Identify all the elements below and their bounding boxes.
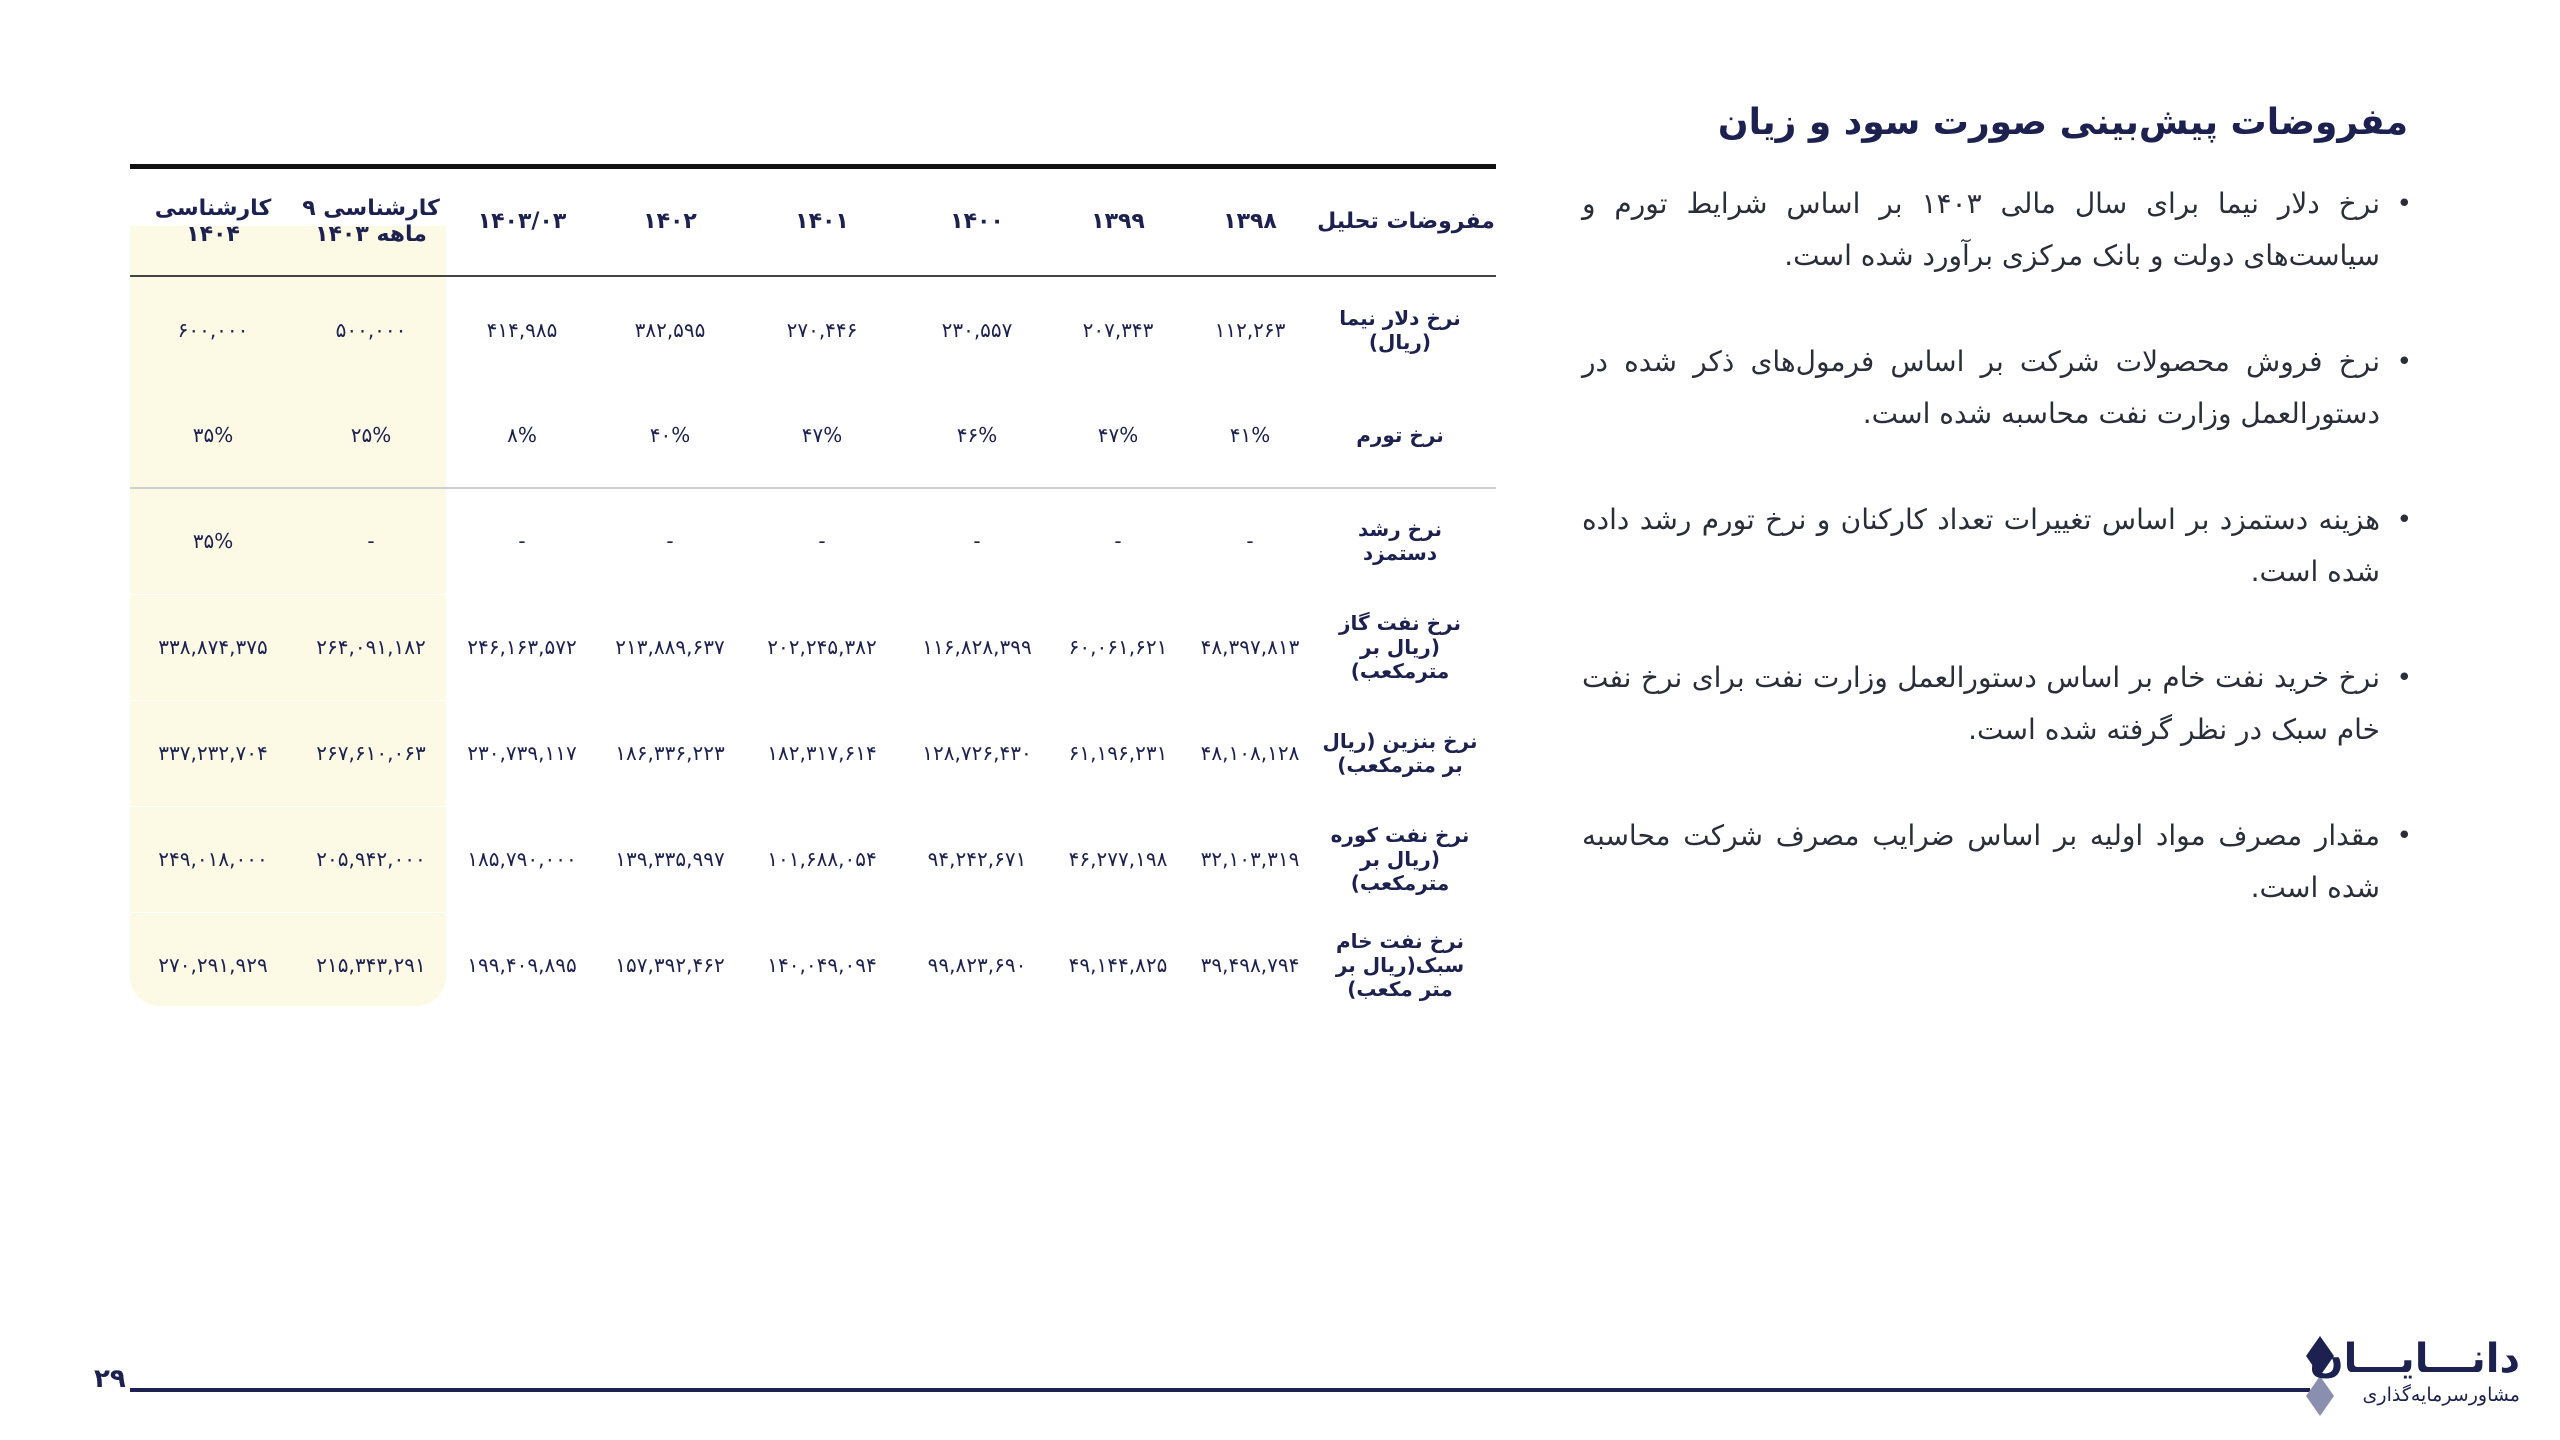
table-cell: ۴۱۴,۹۸۵ — [486, 317, 558, 342]
table-cell: ۱۸۲,۳۱۷,۶۱۴ — [742, 700, 902, 806]
table-cell: ۴۸,۱۰۸,۱۲۸ — [1184, 700, 1316, 806]
table-cell: ۴۸,۳۹۷,۸۱۳ — [1184, 594, 1316, 700]
footer-rule — [130, 1388, 2310, 1392]
table-row — [130, 488, 1496, 594]
table-cell: - — [598, 488, 742, 594]
logo-name: دانـــایـــان — [2309, 1336, 2520, 1382]
table-cell: ۱۲۸,۷۲۶,۴۳۰ — [902, 700, 1052, 806]
table-cell: ۲۳۰,۵۵۷ — [941, 317, 1013, 342]
table-cell: ۴۰% — [598, 382, 742, 488]
table-cell: ۳۹,۴۹۸,۷۹۴ — [1200, 953, 1300, 978]
row-label: نرخ نفت خام سبک(ریال بر متر مکعب) — [1335, 929, 1465, 1002]
assumptions-table-container — [130, 164, 1496, 1024]
table-cell: ۶۱,۱۹۶,۲۳۱ — [1052, 700, 1184, 806]
table-cell: ۱۸۶,۳۳۶,۲۲۳ — [598, 700, 742, 806]
table-row — [130, 700, 1496, 806]
table-cell: ۲۰۷,۳۴۳ — [1082, 317, 1154, 342]
table-cell: - — [296, 488, 446, 594]
logo-subtitle: مشاورسرمایه‌گذاری — [2362, 1384, 2520, 1406]
row-label: نرخ بنزین (ریال بر مترمکعب) — [1316, 700, 1496, 806]
table-cell: ۲۳۰,۷۳۹,۱۱۷ — [446, 700, 598, 806]
table-cell: - — [1052, 488, 1184, 594]
header-cell: کارشناسی ۹ ماهه ۱۴۰۳ — [296, 169, 446, 276]
row-label: نرخ نفت گاز (ریال بر مترمکعب) — [1316, 594, 1496, 700]
table-cell: ۳۲,۱۰۳,۳۱۹ — [1184, 806, 1316, 912]
header-cell: ۱۴۰۰ — [902, 169, 1052, 276]
header-cell: کارشناسی ۱۴۰۴ — [130, 169, 296, 276]
table-cell: ۲۱۵,۳۴۳,۲۹۱ — [316, 953, 426, 978]
table-row — [130, 382, 1496, 488]
table-cell: ۳۸۲,۵۹۵ — [634, 317, 706, 342]
table-cell: ۱۴۰,۰۴۹,۰۹۴ — [767, 953, 877, 978]
header-cell: ۱۳۹۹ — [1052, 169, 1184, 276]
table-cell: ۱۱۲,۲۶۳ — [1214, 317, 1286, 342]
bullet-item: • مقدار مصرف مواد اولیه بر اساس ضرایب مصرف شرکت محاسبه شده است. — [1582, 810, 2412, 914]
table-cell: - — [446, 488, 598, 594]
table-cell: ۲۴۹,۰۱۸,۰۰۰ — [130, 806, 296, 912]
table-cell: ۹۹,۸۲۳,۶۹۰ — [927, 953, 1027, 978]
table-cell: ۹۴,۲۴۲,۶۷۱ — [902, 806, 1052, 912]
table-cell: ۵۰۰,۰۰۰ — [335, 317, 407, 342]
table-cell: ۴۶,۲۷۷,۱۹۸ — [1052, 806, 1184, 912]
table-cell: ۴۷% — [1052, 382, 1184, 488]
header-cell: ۱۴۰۱ — [742, 169, 902, 276]
table-cell: - — [902, 488, 1052, 594]
header-cell: ۱۴۰۲ — [598, 169, 742, 276]
table-cell: ۱۹۹,۴۰۹,۸۹۵ — [467, 953, 577, 978]
table-cell: ۲۵% — [296, 382, 446, 488]
row-label: نرخ رشد دستمزد — [1316, 488, 1496, 594]
table-cell: ۴۱% — [1184, 382, 1316, 488]
header-cell: ۱۴۰۳/۰۳ — [446, 169, 598, 276]
header-cell: مفروضات تحلیل — [1316, 169, 1496, 276]
table-cell: ۴۶% — [902, 382, 1052, 488]
page-title: مفروضات پیش‌بینی صورت سود و زیان — [1717, 102, 2408, 143]
table-row — [130, 806, 1496, 912]
table-cell: ۸% — [446, 382, 598, 488]
table-header-row — [130, 169, 1496, 276]
table-cell: - — [742, 488, 902, 594]
table-cell: ۲۴۶,۱۶۳,۵۷۲ — [446, 594, 598, 700]
row-label: نرخ دلار نیما (ریال) — [1339, 305, 1461, 354]
table-cell: ۳۵% — [130, 382, 296, 488]
row-label: نرخ تورم — [1316, 382, 1496, 488]
bullet-item: • نرخ فروش محصولات شرکت بر اساس فرمول‌های ذکر شده در دستورالعمل وزارت نفت محاسبه شده است. — [1582, 336, 2412, 440]
table-cell: ۶۰۰,۰۰۰ — [177, 317, 249, 342]
table-cell: ۱۸۵,۷۹۰,۰۰۰ — [446, 806, 598, 912]
page-number: ۲۹ — [94, 1364, 126, 1394]
table-cell: - — [1184, 488, 1316, 594]
table-cell: ۳۳۸,۸۷۴,۳۷۵ — [130, 594, 296, 700]
table-cell: ۴۷% — [742, 382, 902, 488]
table-cell: ۲۶۴,۰۹۱,۱۸۲ — [296, 594, 446, 700]
bullet-item: • نرخ دلار نیما برای سال مالی ۱۴۰۳ بر اساس شرایط تورم و سیاست‌های دولت و بانک مرکزی برآورد شده است. — [1582, 178, 2412, 282]
company-logo — [2300, 1336, 2520, 1416]
table-cell: ۲۶۷,۶۱۰,۰۶۳ — [296, 700, 446, 806]
assumption-bullets — [1582, 178, 2412, 968]
table-cell: ۱۳۹,۳۳۵,۹۹۷ — [598, 806, 742, 912]
table-cell: ۲۰۲,۲۴۵,۳۸۲ — [742, 594, 902, 700]
table-cell: ۳۵% — [130, 488, 296, 594]
bullet-item: • نرخ خرید نفت خام بر اساس دستورالعمل وزارت نفت برای نرخ نفت خام سبک در نظر گرفته شده است. — [1582, 652, 2412, 756]
table-cell: ۲۰۵,۹۴۲,۰۰۰ — [296, 806, 446, 912]
table-cell: ۳۳۷,۲۳۲,۷۰۴ — [130, 700, 296, 806]
table-cell: ۱۱۶,۸۲۸,۳۹۹ — [902, 594, 1052, 700]
table-row — [130, 276, 1496, 382]
table-cell: ۱۰۱,۶۸۸,۰۵۴ — [742, 806, 902, 912]
bullet-item: • هزینه دستمزد بر اساس تغییرات تعداد کارکنان و نرخ تورم رشد داده شده است. — [1582, 494, 2412, 598]
table-row — [130, 594, 1496, 700]
table-cell: ۲۱۳,۸۸۹,۶۳۷ — [598, 594, 742, 700]
table-cell: ۶۰,۰۶۱,۶۲۱ — [1052, 594, 1184, 700]
row-label: نرخ نفت کوره (ریال بر مترمکعب) — [1316, 806, 1496, 912]
assumptions-table — [130, 169, 1496, 1018]
table-cell: ۲۷۰,۲۹۱,۹۲۹ — [158, 953, 268, 978]
table-cell: ۱۵۷,۳۹۲,۴۶۲ — [615, 953, 725, 978]
table-row — [130, 912, 1496, 1018]
table-cell: ۴۹,۱۴۴,۸۲۵ — [1068, 953, 1168, 978]
table-cell: ۲۷۰,۴۴۶ — [786, 317, 858, 342]
header-cell: ۱۳۹۸ — [1184, 169, 1316, 276]
